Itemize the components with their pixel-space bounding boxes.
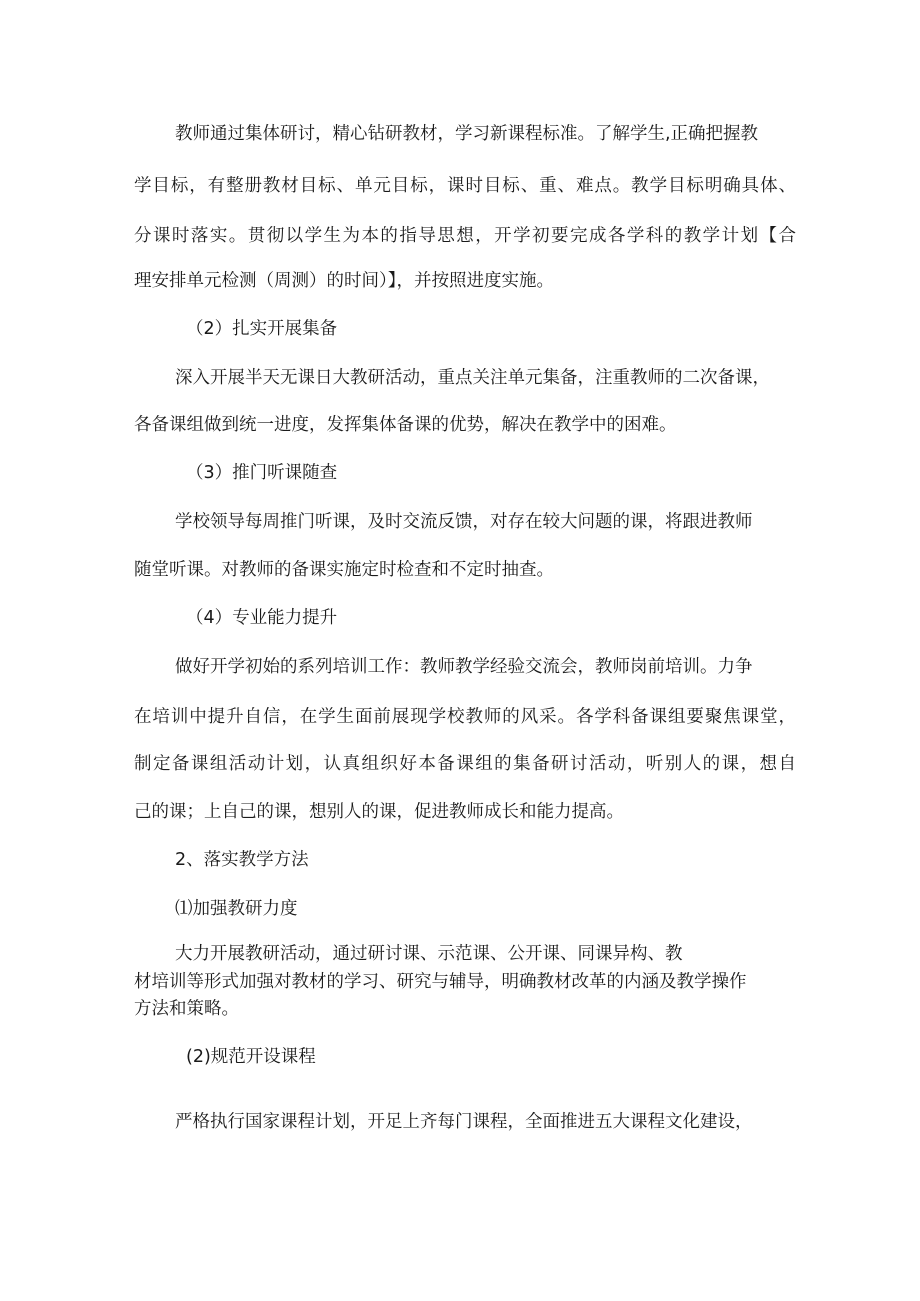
paragraph-4-line-2: 在培训中提升自信，在学生面前展现学校教师的风采。各学科备课组要聚焦课堂， (134, 707, 796, 727)
paragraph-1-line-4: 理安排单元检测（周测）的时间）】，并按照进度实施。 (134, 271, 554, 291)
heading-3: （3）推门听课随查 (186, 463, 338, 483)
heading-4: （4）专业能力提升 (186, 608, 338, 628)
paragraph-6-line-1: 严格执行国家课程计划，开足上齐每门课程，全面推进五大课程文化建设， (175, 1112, 753, 1132)
paragraph-2-line-2: 各备课组做到统一进度，发挥集体备课的优势，解决在教学中的困难。 (134, 415, 677, 435)
paragraph-4-line-4: 己的课；上自己的课，想别人的课，促进教师成长和能力提高。 (134, 802, 624, 822)
subheading-2: (2)规范开设课程 (186, 1047, 316, 1067)
paragraph-1-line-2: 学目标，有整册教材目标、单元目标，课时目标、重、难点。教学目标明确具体、 (134, 176, 796, 196)
subheading-1: ⑴加强教研力度 (175, 899, 298, 919)
paragraph-3-line-2: 随堂听课。对教师的备课实施定时检查和不定时抽查。 (134, 560, 554, 580)
paragraph-5-line-2: 材培训等形式加强对教材的学习、研究与辅导，明确教材改革的内涵及教学操作 (134, 972, 747, 992)
paragraph-5-line-1: 大力开展教研活动，通过研讨课、示范课、公开课、同课异构、教 (175, 944, 683, 964)
paragraph-4-line-3: 制定备课组活动计划，认真组织好本备课组的集备研讨活动，听别人的课，想自 (134, 754, 796, 774)
paragraph-2-line-1: 深入开展半天无课日大教研活动，重点关注单元集备，注重教师的二次备课， (175, 368, 770, 388)
paragraph-1-line-3: 分课时落实。贯彻以学生为本的指导思想，开学初要完成各学科的教学计划【合 (134, 226, 796, 246)
paragraph-5-line-3: 方法和策略。 (134, 999, 239, 1019)
heading-2: （2）扎实开展集备 (186, 319, 338, 339)
paragraph-1-line-1: 教师通过集体研讨，精心钻研教材，学习新课程标准。了解学生,正确把握教 (175, 124, 759, 144)
section-2-heading: 2、落实教学方法 (175, 850, 309, 870)
paragraph-3-line-1: 学校领导每周推门听课，及时交流反馈，对存在较大问题的课，将跟进教师 (175, 512, 753, 532)
paragraph-4-line-1: 做好开学初始的系列培训工作：教师教学经验交流会，教师岗前培训。力争 (175, 657, 753, 677)
